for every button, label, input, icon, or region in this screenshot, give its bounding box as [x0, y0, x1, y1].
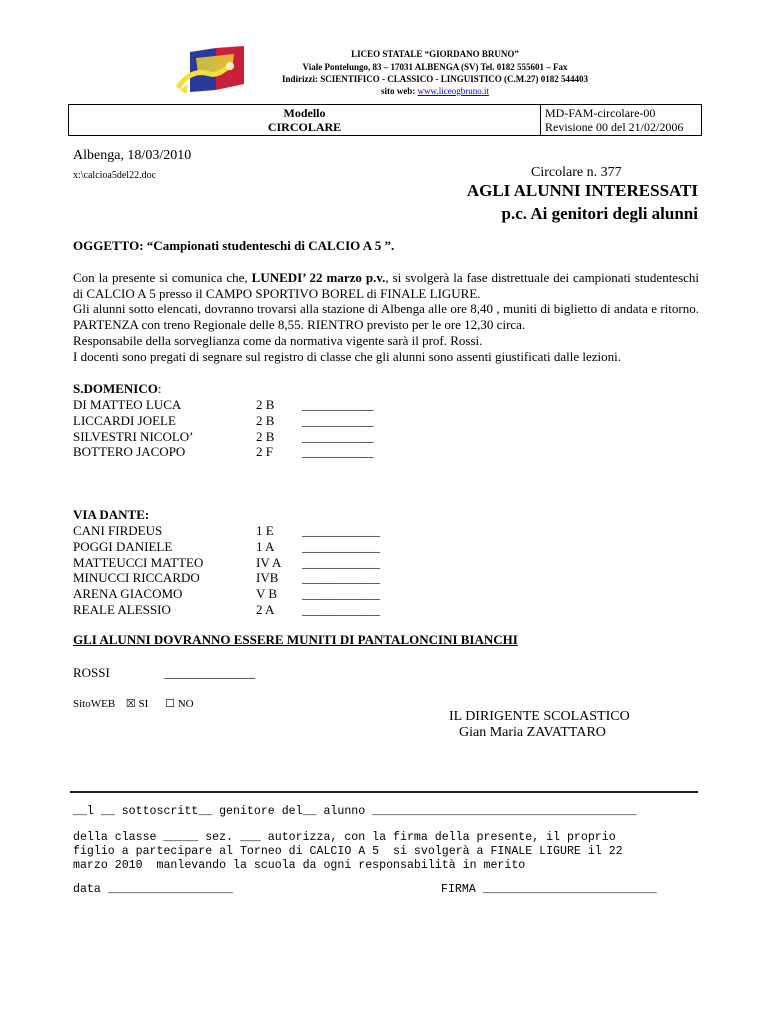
group-2-student-line: ____________ [302, 570, 380, 586]
school-website [230, 85, 640, 97]
group-2-student-class: 1 A [256, 538, 275, 554]
body-paragraph-4: I docenti sono pregati di segnare sul registro di classe che gli alunni sono assenti giustificati dalle lezioni. [73, 348, 622, 364]
model-cell [69, 105, 541, 136]
sitoweb-si-label: SI [138, 698, 149, 710]
group-2-student-name: MATTEUCCI MATTEO [73, 554, 204, 570]
model-revision: Revisione 00 del 21/02/2006 [545, 120, 684, 134]
group-1-student-class: 2 B [256, 397, 275, 412]
form-line-4: marzo 2010 manlevando la scuola da ogni responsabilità in merito [73, 859, 526, 872]
form-date-field: data __________________ [73, 883, 234, 896]
school-courses: Indirizzi: SCIENTIFICO - CLASSICO - LINGUISTICO (C.M.27) 0182 544403 [281, 74, 589, 84]
sitoweb-no-label: NO [177, 698, 194, 710]
form-line-1: __l __ sottoscritt__ genitore del__ alunno ______________________________________ [73, 805, 637, 818]
model-code-cell [541, 105, 702, 136]
place-date: Albenga, 18/03/2010 [73, 148, 192, 163]
group-1-student-class: 2 B [256, 428, 275, 444]
group-1-student-name: DI MATTEO LUCA [73, 397, 182, 412]
group-2-student-name: ARENA GIACOMO [73, 586, 183, 602]
group-2-student-class: V B [256, 586, 278, 602]
model-code: MD-FAM-circolare-00 [545, 106, 656, 120]
file-reference: x:\calcioa5del22.doc [73, 170, 157, 181]
group-1-student-line: ___________ [302, 397, 374, 412]
website-link[interactable]: www.liceogbruno.it [417, 86, 489, 96]
body-paragraph-2: Gli alunni sotto elencati, dovranno trovarsi alla stazione di Albenga alle ore 8,40 , muniti di biglietto di andata e ritorno. PARTENZA con treno Regionale delle 8,55. RIENTRO previsto per le ore 12,30 circa. [73, 301, 699, 333]
group-1-student-line: ___________ [302, 428, 374, 444]
body-p1-end: , si svolgerà la fase distrettuale dei campionati studenteschi di CALCIO A 5 presso il CAMPO SPORTIVO BOREL di FINALE LIGURE. [73, 270, 700, 301]
group-2-student-name: POGGI DANIELE [73, 538, 173, 554]
notice-text: GLI ALUNNI DOVRANNO ESSERE MUNITI DI PANTALONCINI BIANCHI [73, 632, 518, 647]
group-2-student-class: 2 A [256, 602, 275, 617]
group-1-student-line: ___________ [302, 444, 374, 460]
body-paragraph-3: Responsabile della sorveglianza come da normativa vigente sarà il prof. Rossi. [73, 332, 483, 348]
group-2-student-class: 1 E [256, 523, 274, 538]
sitoweb-no-checkbox[interactable]: ☐ [165, 698, 175, 710]
group-2-student-class: IVB [256, 570, 279, 586]
sitoweb-row [73, 697, 194, 710]
model-type: CIRCOLARE [267, 120, 342, 134]
group-2-title: VIA DANTE: [73, 507, 150, 522]
group-1-title-colon: : [157, 381, 162, 396]
signature-role: IL DIRIGENTE SCOLASTICO [449, 709, 630, 724]
group-2-student-name: MINUCCI RICCARDO [73, 570, 200, 586]
form-signature-field: FIRMA _________________________ [441, 883, 657, 896]
subject-line: OGGETTO: “Campionati studenteschi di CALCIO A 5 ”. [73, 238, 395, 253]
group-2-student-class: IV A [256, 554, 282, 570]
body-p1-date: LUNEDI’ 22 marzo p.v. [251, 270, 386, 285]
form-line-2: della classe _____ sez. ___ autorizza, con la firma della presente, il proprio [73, 831, 616, 844]
group-1-title-text: S.DOMENICO [73, 381, 158, 396]
school-name: LICEO STATALE “GIORDANO BRUNO” [351, 49, 519, 59]
body-p1-start: Con la presente si comunica che, [73, 270, 252, 285]
school-address: Viale Pontelungo, 83 – 17031 ALBENGA (SV) Tel. 0182 555601 – Fax [302, 62, 568, 72]
body-text [73, 270, 699, 364]
rossi-label: ROSSI [73, 665, 110, 680]
group-2-student-name: REALE ALESSIO [73, 602, 171, 617]
group-1-student-name: BOTTERO JACOPO [73, 444, 186, 460]
group-2-student-line: ____________ [302, 538, 380, 554]
sitoweb-label: SitoWEB [73, 698, 116, 710]
group-2-student-line: ____________ [302, 554, 380, 570]
rossi-signature-line: ______________ [164, 665, 255, 680]
group-1-title [73, 381, 162, 397]
website-label: sito web: [381, 86, 416, 96]
group-1-student-class: 2 B [256, 412, 275, 428]
signature-name: Gian Maria ZAVATTARO [459, 725, 606, 740]
form-line-3: figlio a partecipare al Torneo di CALCIO A 5 si svolgerà a FINALE LIGURE il 22 [73, 845, 623, 858]
group-1-student-name: LICCARDI JOELE [73, 412, 176, 428]
group-2-student-line: ____________ [302, 586, 380, 602]
group-1-student-class: 2 F [256, 444, 273, 460]
model-box [68, 104, 702, 136]
group-1-student-line: ___________ [302, 412, 374, 428]
group-2-student-line: ____________ [302, 523, 380, 538]
cut-divider [70, 791, 698, 793]
circolare-number: Circolare n. 377 [531, 165, 622, 180]
group-2-student-name: CANI FIRDEUS [73, 523, 163, 538]
body-paragraph-1 [73, 270, 699, 301]
sitoweb-si-checkbox[interactable]: ☒ [125, 698, 136, 710]
recipients-cc: p.c. Ai genitori degli alunni [501, 204, 698, 223]
group-2-student-line: ____________ [302, 602, 380, 617]
recipients-main: AGLI ALUNNI INTERESSATI [466, 181, 698, 200]
group-1-student-name: SILVESTRI NICOLO’ [73, 428, 194, 444]
model-label: Modello [283, 106, 326, 120]
